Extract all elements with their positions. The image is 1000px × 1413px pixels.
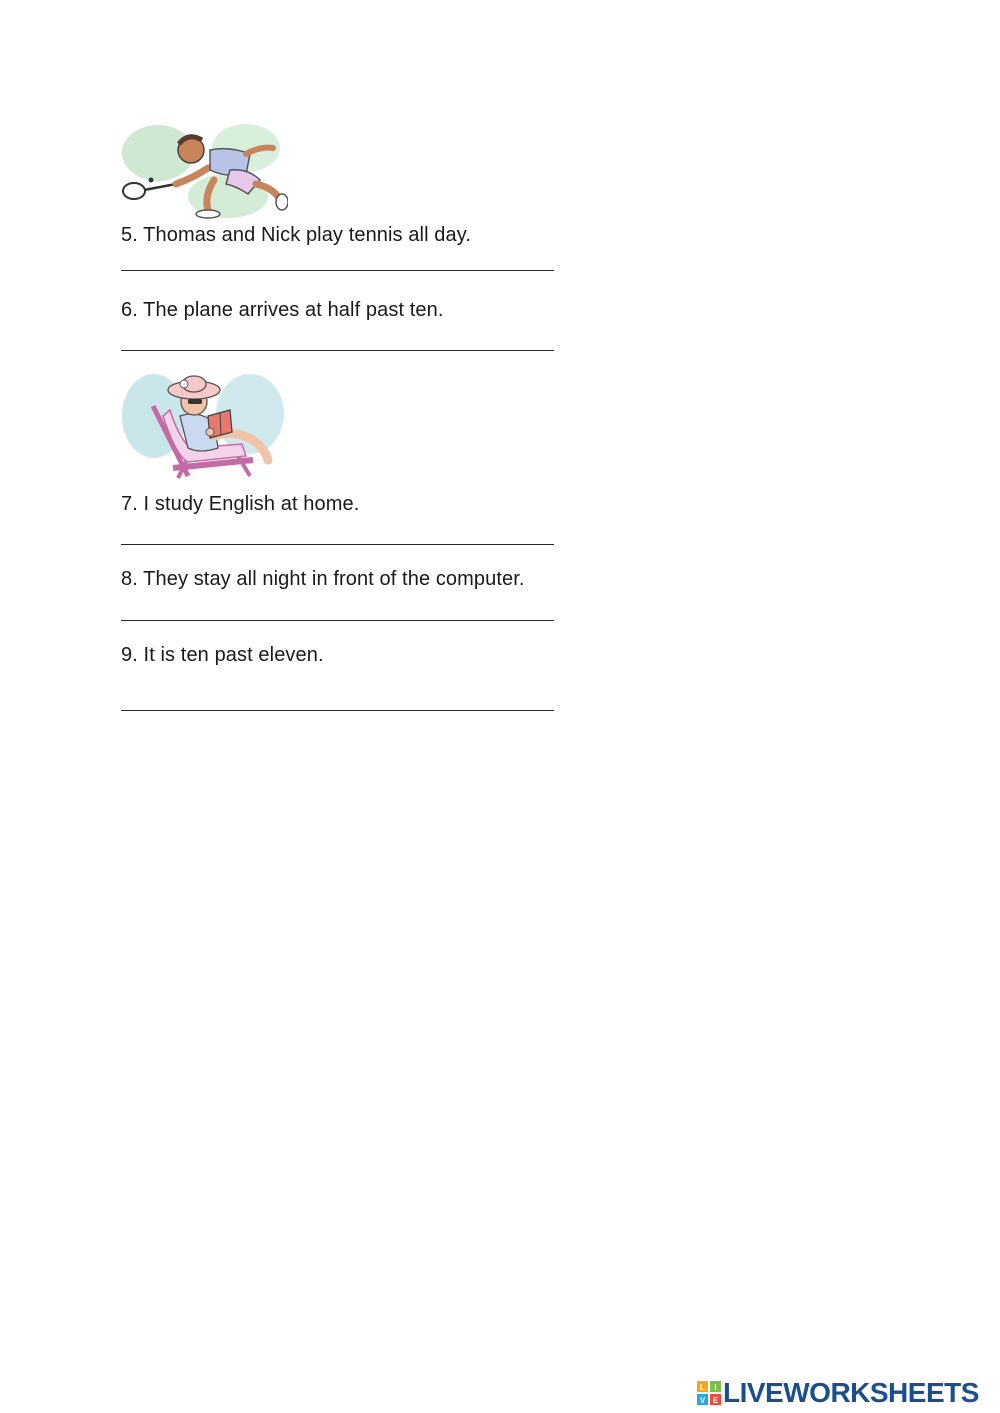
svg-text:L: L <box>700 1383 705 1392</box>
exercise-item-9: 9. It is ten past eleven. <box>121 644 324 666</box>
exercise-item-7: 7. I study English at home. <box>121 493 360 515</box>
exercise-item-8: 8. They stay all night in front of the computer. <box>121 568 525 590</box>
exercise-item-5: 5. Thomas and Nick play tennis all day. <box>121 224 472 246</box>
liveworksheets-logo <box>697 1378 979 1408</box>
liveworksheets-logo-icon <box>697 1381 721 1405</box>
answer-line-5 <box>121 270 554 271</box>
answer-input-9[interactable] <box>121 684 554 710</box>
answer-line-9 <box>121 710 554 711</box>
answer-input-8[interactable] <box>121 594 554 620</box>
answer-line-6 <box>121 350 554 351</box>
svg-text:E: E <box>712 1396 719 1405</box>
answer-input-7[interactable] <box>121 518 554 544</box>
answer-line-8 <box>121 620 554 621</box>
exercise-item-6: 6. The plane arrives at half past ten. <box>121 299 444 321</box>
reading-woman-illustration <box>118 366 288 488</box>
svg-text:V: V <box>699 1396 706 1405</box>
tennis-player-illustration <box>118 118 288 220</box>
answer-input-6[interactable] <box>121 324 554 350</box>
answer-input-5[interactable] <box>121 244 554 270</box>
answer-line-7 <box>121 544 554 545</box>
svg-text:I: I <box>714 1383 717 1392</box>
liveworksheets-logo-text: LIVEWORKSHEETS <box>723 1377 979 1408</box>
